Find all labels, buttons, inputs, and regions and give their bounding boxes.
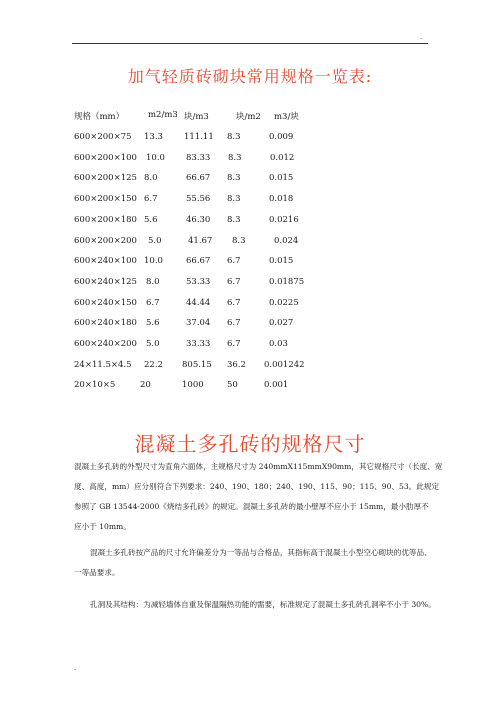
column-header-area-per-volume: m2/m3 [148, 110, 178, 120]
paragraph-line: 孔洞及其结构：为减轻墙体自重及保温隔热功能的需要，标准规定了混凝土多孔砖孔洞率不小于 30%。 [90, 600, 436, 609]
cell-blocks-per-m2: 8.3 [227, 194, 241, 205]
cell-volume-per-block: 0.015 [269, 256, 294, 267]
cell-spec-size: 600×240×180 [74, 318, 137, 329]
paragraph-line: 混凝土多孔砖的外型尺寸为直角六面体，主规格尺寸为 240mmX115mmX90mm，其它规格尺寸（长度、宽 [74, 462, 443, 471]
cell-area-per-volume: 5.0 [146, 339, 160, 349]
cell-blocks-per-m3: 66.67 [186, 173, 211, 184]
paragraph-line: 一等品要求。 [74, 568, 120, 577]
cell-spec-size: 600×200×200 [74, 235, 137, 246]
cell-blocks-per-m3: 111.11 [184, 132, 214, 142]
column-header-volume-per-block: m3/块 [274, 112, 299, 122]
cell-area-per-volume: 6.7 [144, 194, 158, 205]
cell-volume-per-block: 0.01875 [269, 276, 305, 287]
cell-blocks-per-m2: 8.3 [232, 235, 246, 246]
cell-volume-per-block: 0.0216 [269, 214, 299, 225]
cell-spec-size: 600×240×200 [74, 339, 137, 349]
paragraph-line: 应小于 10mm。 [74, 522, 131, 531]
cell-blocks-per-m2: 8.3 [227, 214, 241, 225]
paragraph-line: 混凝土多孔砖按产品的尺寸允许偏差分为一等品与合格品，其指标高于混凝土小型空心砌块的优等品、 [90, 548, 432, 557]
cell-area-per-volume: 20 [140, 380, 151, 391]
cell-volume-per-block: 0.001242 [264, 359, 305, 370]
cell-spec-size: 600×200×150 [74, 194, 137, 205]
cell-area-per-volume: 13.3 [144, 132, 163, 142]
cell-spec-size: 600×240×150 [74, 297, 137, 308]
paragraph-line: 参照了 GB 13544-2000《烧结多孔砖》的规定。混凝土多孔砖的最小壁厚不应小于 15mm，最小肋厚不 [74, 502, 429, 511]
cell-volume-per-block: 0.015 [269, 173, 294, 184]
cell-blocks-per-m2: 50 [227, 380, 238, 391]
cell-volume-per-block: 0.027 [269, 318, 294, 329]
cell-volume-per-block: 0.009 [269, 132, 294, 142]
cell-volume-per-block: 0.0225 [269, 297, 299, 308]
cell-volume-per-block: 0.024 [274, 235, 299, 246]
paragraph-line: 度、高度，mm）应分别符合下列要求：240、190、180；240、190、115、90；115、90、53。此规定 [74, 482, 440, 491]
cell-blocks-per-m3: 1000 [182, 380, 204, 391]
cell-spec-size: 600×200×100 [74, 152, 137, 163]
cell-area-per-volume: 8.0 [144, 173, 158, 184]
section-title: 混凝土多孔砖的规格尺寸 [134, 432, 366, 456]
column-header-blocks-per-m2: 块/m2 [236, 112, 261, 122]
column-header-blocks-per-m3: 块/m3 [184, 112, 209, 122]
cell-blocks-per-m2: 6.7 [227, 256, 241, 267]
cell-blocks-per-m3: 53.33 [186, 276, 211, 287]
cell-blocks-per-m2: 6.7 [227, 318, 241, 329]
cell-blocks-per-m3: 41.67 [188, 235, 213, 246]
cell-blocks-per-m2: 6.7 [227, 339, 241, 349]
table-title: 加气轻质砖砌块常用规格一览表: [127, 67, 373, 86]
cell-area-per-volume: 10.0 [146, 152, 165, 163]
cell-spec-size: 600×200×125 [74, 173, 137, 184]
cell-area-per-volume: 5.6 [146, 318, 160, 329]
cell-blocks-per-m3: 46.30 [186, 214, 211, 225]
cell-spec-size: 20×10×5 [74, 380, 116, 391]
cell-spec-size: 24×11.5×4.5 [74, 359, 132, 370]
cell-blocks-per-m2: 8.3 [227, 173, 241, 184]
footer-mark: . [74, 664, 77, 672]
cell-spec-size: 600×200×75 [74, 132, 132, 142]
cell-volume-per-block: 0.03 [269, 339, 288, 349]
cell-blocks-per-m3: 83.33 [186, 152, 211, 163]
cell-area-per-volume: 5.6 [144, 214, 158, 225]
cell-spec-size: 600×240×125 [74, 276, 137, 287]
cell-blocks-per-m3: 805.15 [182, 359, 212, 370]
cell-blocks-per-m3: 44.44 [186, 297, 211, 308]
cell-blocks-per-m3: 37.04 [186, 318, 211, 329]
cell-area-per-volume: 10.0 [144, 256, 163, 267]
cell-volume-per-block: 0.001 [264, 380, 289, 391]
cell-area-per-volume: 5.0 [148, 235, 162, 246]
cell-blocks-per-m3: 55.56 [186, 194, 211, 205]
paragraph-holes [74, 595, 436, 615]
header-mark: . [420, 33, 423, 41]
cell-blocks-per-m2: 6.7 [227, 276, 241, 287]
cell-area-per-volume: 6.7 [146, 297, 160, 308]
cell-blocks-per-m3: 66.67 [186, 256, 211, 267]
cell-spec-size: 600×200×180 [74, 214, 137, 225]
paragraph-grades [74, 543, 430, 583]
cell-volume-per-block: 0.018 [269, 194, 294, 205]
cell-spec-size: 600×240×100 [74, 256, 137, 267]
header-rule [72, 43, 428, 44]
paragraph-dimensions [74, 457, 443, 537]
cell-blocks-per-m2: 8.3 [228, 152, 242, 163]
cell-area-per-volume: 22.2 [144, 359, 163, 370]
cell-blocks-per-m2: 8.3 [227, 132, 241, 142]
cell-volume-per-block: 0.012 [270, 152, 295, 163]
column-header-spec-size: 规格（mm） [74, 112, 125, 122]
cell-area-per-volume: 8.0 [146, 276, 160, 287]
cell-blocks-per-m2: 6.7 [227, 297, 241, 308]
cell-blocks-per-m3: 33.33 [186, 339, 211, 349]
cell-blocks-per-m2: 36.2 [227, 359, 246, 370]
